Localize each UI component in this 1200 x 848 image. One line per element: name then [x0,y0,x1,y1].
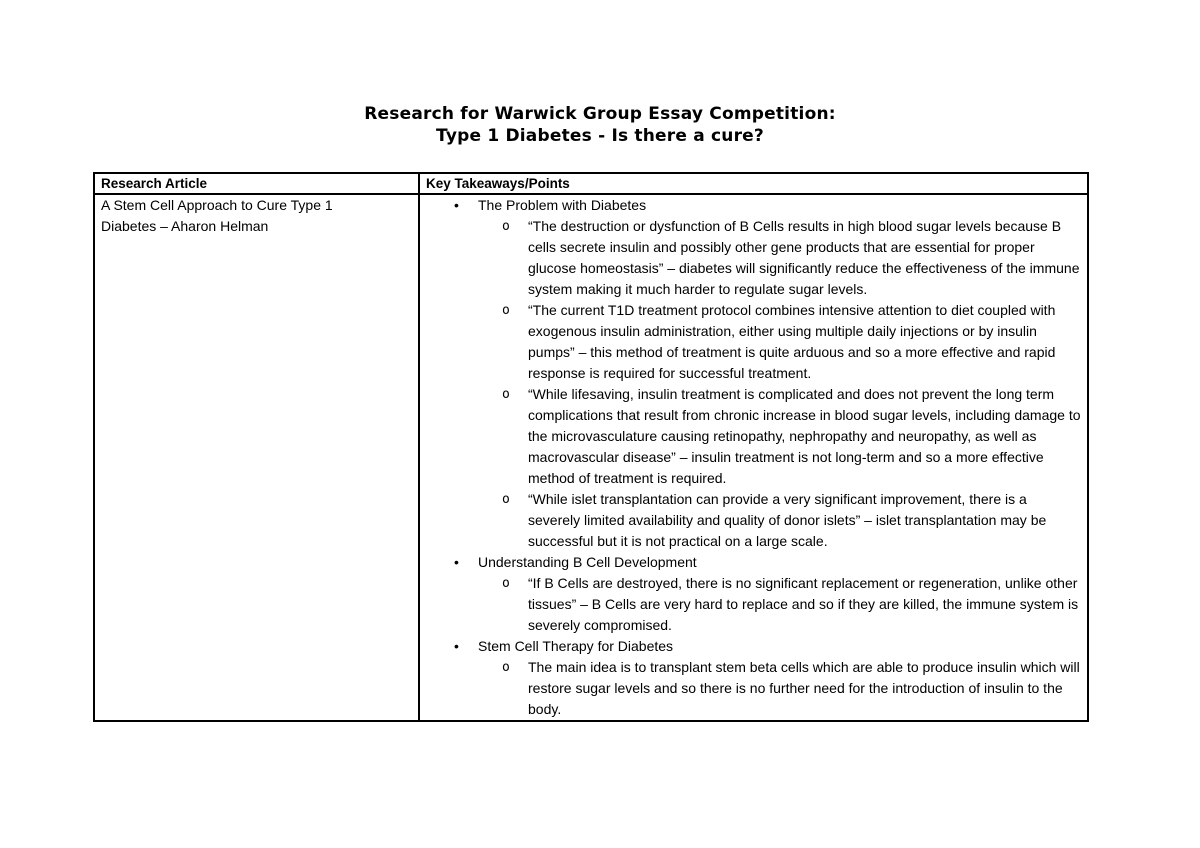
article-title-line-2: Diabetes – Aharon Helman [101,218,269,234]
point-text: “If B Cells are destroyed, there is no significant replacement or regeneration, unlike other tissues” – B Cells are very hard to replace and so if they are killed, the immune system is severely compromised. [528,575,1079,633]
list-item [476,300,1081,384]
title-line-2: Type 1 Diabetes - Is there a cure? [436,126,764,146]
section-item [426,636,1081,720]
section-heading: Stem Cell Therapy for Diabetes [478,638,674,654]
circle-bullet-icon: o [502,576,510,591]
section-points [478,216,1081,552]
circle-bullet-icon: o [502,219,510,234]
document-title [0,103,1200,147]
list-item [476,573,1081,636]
header-research-article: Research Article [94,173,419,194]
section-item [426,552,1081,636]
circle-bullet-icon: o [502,660,510,675]
list-item [476,489,1081,552]
section-item [426,195,1081,552]
article-title-line-1: A Stem Cell Approach to Cure Type 1 [101,197,333,213]
point-text: “The destruction or dysfunction of B Cells results in high blood sugar levels because B cells secrete insulin and possibly other gene products that are essential for proper glucose homeostasis” – diabetes will significantly reduce the effectiveness of the immune system making it much harder to regulate sugar levels. [528,218,1080,297]
takeaways-list [426,195,1081,720]
list-item [476,657,1081,720]
bullet-icon: • [454,638,459,654]
point-text: The main idea is to transplant stem beta cells which are able to produce insulin which will restore sugar levels and so there is no further need for the introduction of insulin to the body. [528,659,1080,717]
section-points [478,573,1081,636]
header-key-takeaways: Key Takeaways/Points [419,173,1088,194]
table-row [94,194,1088,721]
circle-bullet-icon: o [502,303,510,318]
section-heading: Understanding B Cell Development [478,554,697,570]
bullet-icon: • [454,197,459,213]
section-heading: The Problem with Diabetes [478,197,647,213]
section-points [478,657,1081,720]
bullet-icon: • [454,554,459,570]
article-cell [94,194,419,721]
circle-bullet-icon: o [502,387,510,402]
table-header-row [94,173,1088,194]
point-text: “While islet transplantation can provide a very significant improvement, there is a severely limited availability and quality of donor islets” – islet transplantation may be successful but it is not practical on a large scale. [528,491,1047,549]
point-text: “While lifesaving, insulin treatment is complicated and does not prevent the long term complications that result from chronic increase in blood sugar levels, including damage to the microvasculature causing retinopathy, nephropathy and neuropathy, as well as macrovascular disease” – insulin treatment is not long-term and so a more effective method of treatment is required. [528,386,1081,486]
takeaways-cell [419,194,1088,721]
point-text: “The current T1D treatment protocol combines intensive attention to diet coupled with exogenous insulin administration, either using multiple daily injections or by insulin pumps” – this method of treatment is quite arduous and so a more effective and rapid response is required for successful treatment. [528,302,1056,381]
research-table [93,172,1089,722]
list-item [476,384,1081,489]
list-item [476,216,1081,300]
title-line-1: Research for Warwick Group Essay Competition: [364,104,836,124]
circle-bullet-icon: o [502,492,510,507]
